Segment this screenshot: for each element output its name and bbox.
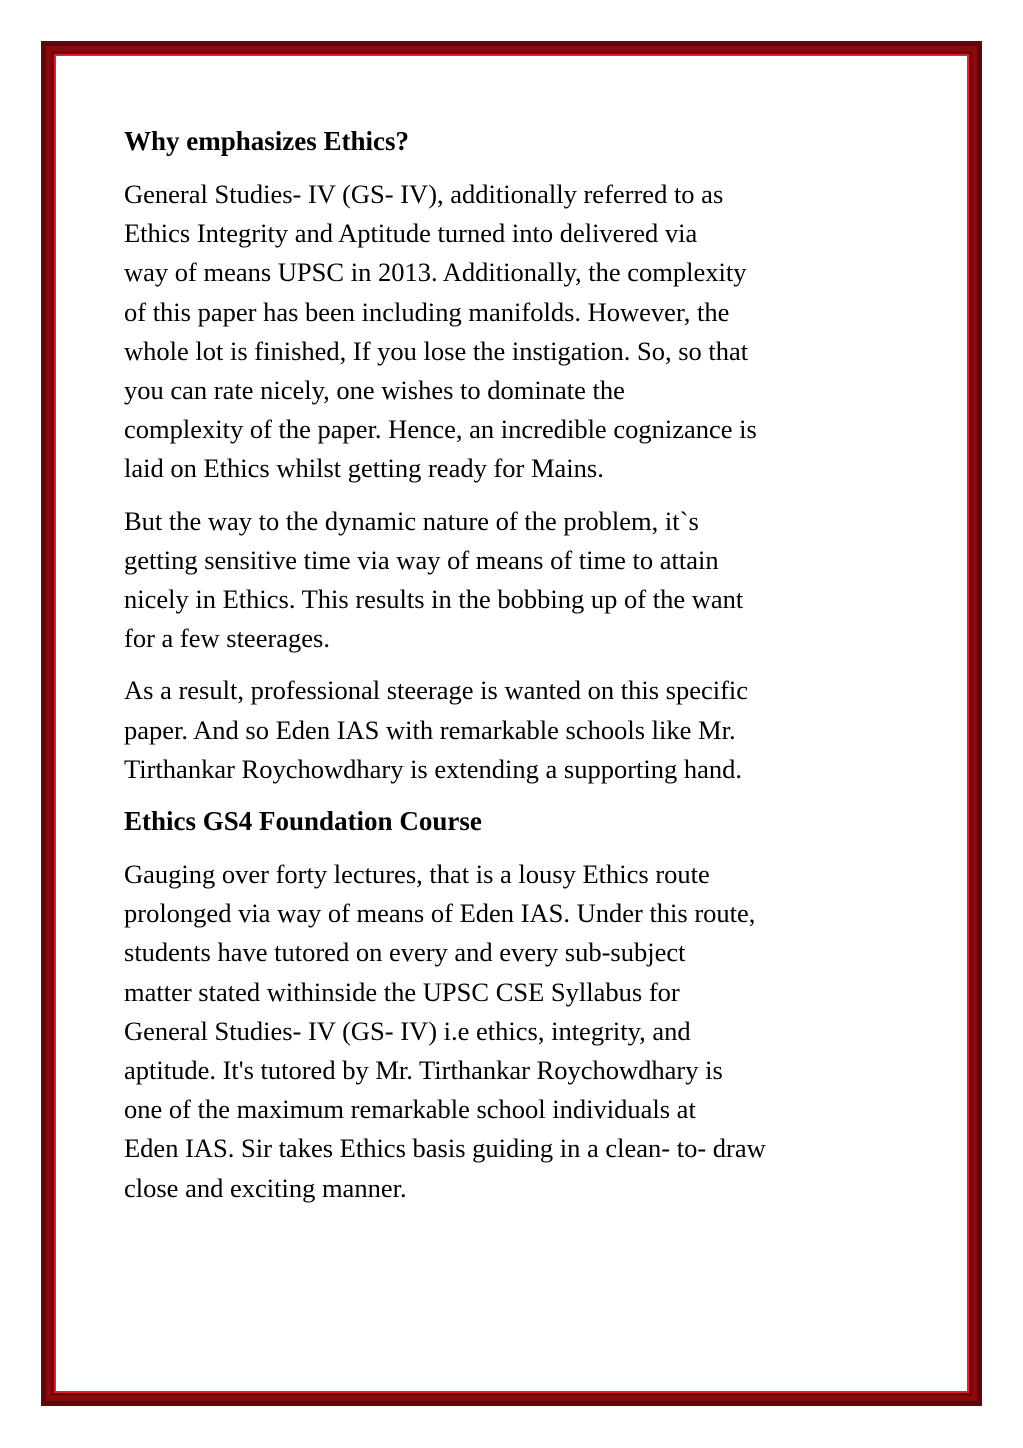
text-line: matter stated withinside the UPSC CSE Syllabus for — [124, 976, 680, 1007]
text-line: nicely in Ethics. This results in the bobbing up of the want — [124, 584, 744, 615]
text-line: paper. And so Eden IAS with remarkable schools like Mr. — [124, 714, 736, 745]
text-line: As a result, professional steerage is wanted on this specific — [124, 675, 749, 706]
text-line: complexity of the paper. Hence, an incredible cognizance is — [124, 414, 757, 445]
text-line: whole lot is finished, If you lose the instigation. So, so that — [124, 335, 749, 366]
text-line: prolonged via way of means of Eden IAS. Under this route, — [124, 898, 756, 929]
text-line: General Studies- IV (GS- IV) i.e ethics, integrity, and — [124, 1015, 691, 1046]
paragraph-dynamic-nature — [124, 502, 914, 659]
text-line: But the way to the dynamic nature of the problem, it`s — [124, 505, 699, 536]
text-line: laid on Ethics whilst getting ready for Mains. — [124, 453, 604, 484]
text-line: you can rate nicely, one wishes to dominate the — [124, 375, 625, 406]
text-line: Ethics Integrity and Aptitude turned into delivered via — [124, 218, 698, 249]
section-heading-why-ethics: Why emphasizes Ethics? — [124, 126, 410, 156]
text-line: of this paper has been including manifolds. However, the — [124, 296, 730, 327]
paragraph-professional-steerage — [124, 671, 914, 789]
document-body — [124, 122, 914, 1221]
text-line: General Studies- IV (GS- IV), additionally referred to as — [124, 179, 724, 209]
paragraph-course-details — [124, 855, 914, 1208]
text-line: getting sensitive time via way of means of time to attain — [124, 544, 719, 575]
text-line: aptitude. It's tutored by Mr. Tirthankar Roychowdhary is — [124, 1055, 723, 1086]
text-line: way of means UPSC in 2013. Additionally, the complexity — [124, 257, 747, 288]
text-line: for a few steerages. — [124, 623, 330, 654]
section-heading-foundation-course: Ethics GS4 Foundation Course — [124, 806, 482, 837]
text-line: Gauging over forty lectures, that is a lousy Ethics route — [124, 859, 710, 890]
text-line: Eden IAS. Sir takes Ethics basis guiding in a clean- to- draw — [124, 1133, 766, 1164]
text-line: students have tutored on every and every sub-subject — [124, 937, 686, 968]
paragraph-gs4-intro — [124, 175, 914, 489]
text-line: Tirthankar Roychowdhary is extending a supporting hand. — [124, 753, 743, 784]
text-line: one of the maximum remarkable school individuals at — [124, 1094, 696, 1125]
text-line: close and exciting manner. — [124, 1172, 407, 1203]
